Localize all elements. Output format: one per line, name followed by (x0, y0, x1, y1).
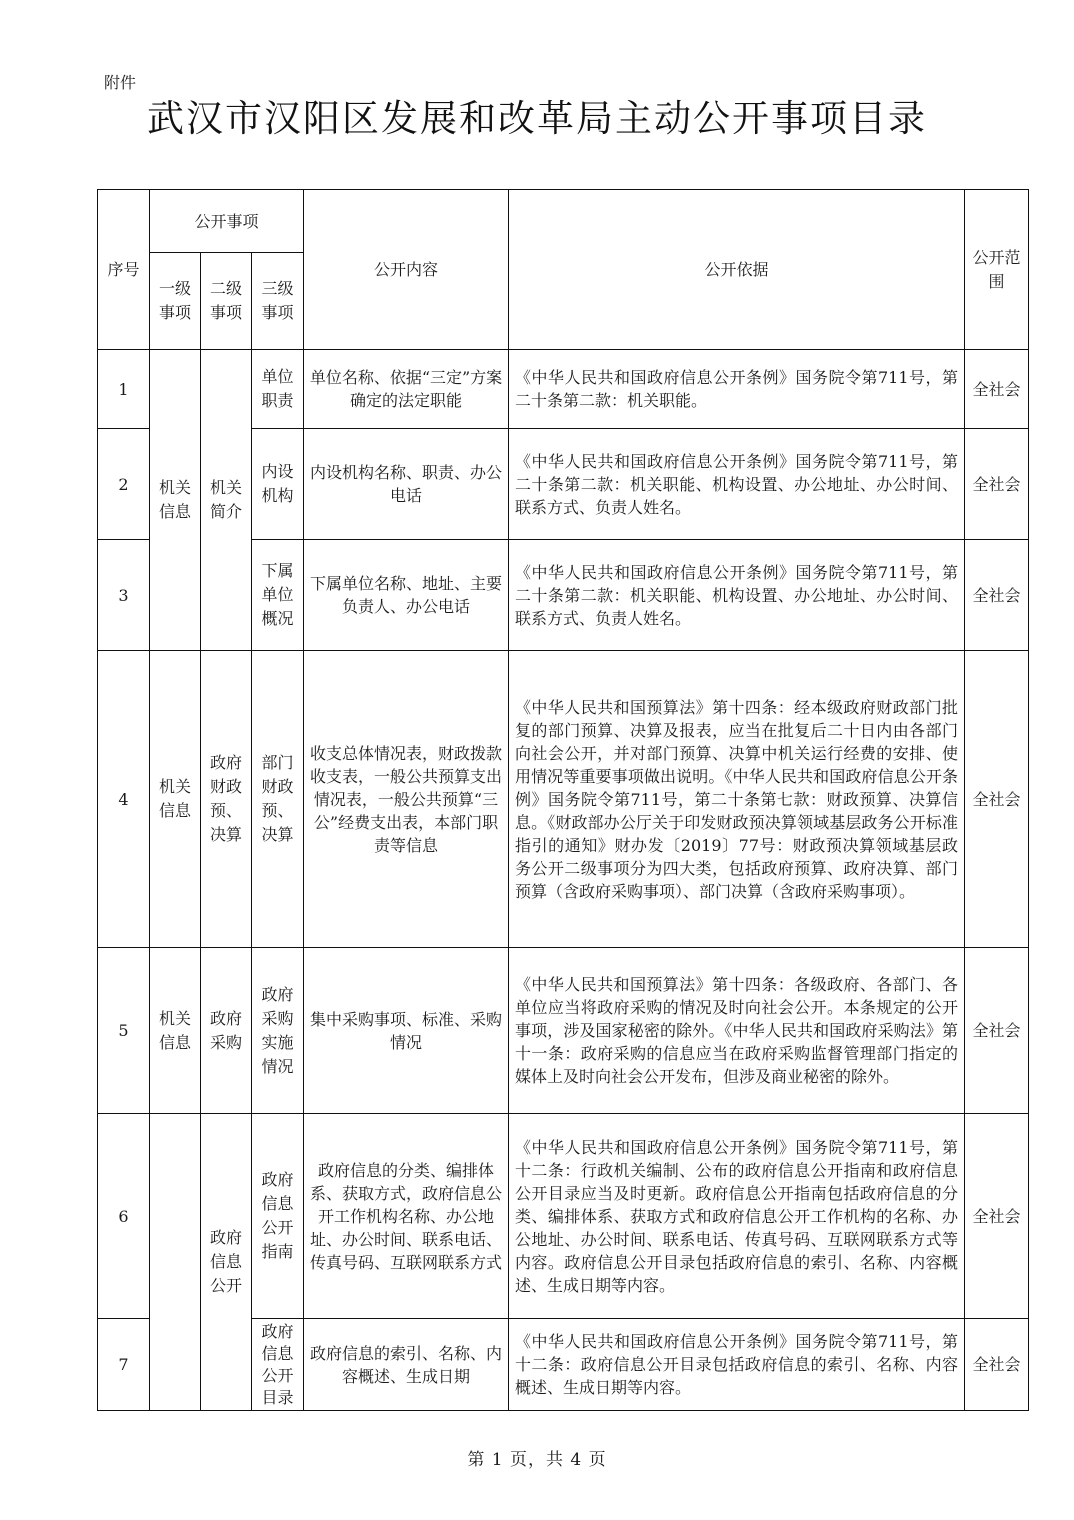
group-level2-a-text: 机关简介 (210, 478, 243, 521)
row-basis-text: 《中华人民共和国政府信息公开条例》国务院令第711号，第十二条：行政机关编制、公布的政府信息公开指南和政府信息公开目录应当及时更新。政府信息公开指南包括政府信息的分类、编排体系、获取方式和政府信息公开工作机构的名称、办公地址、办公时间、联系电话、传真号码、互联网联系方式等内容。政府信息公开目录包括政府信息的索引、名称、内容概述、生成日期等内容。 (515, 1137, 958, 1295)
row-4-level3 (251, 650, 304, 948)
row-1-seq (97, 349, 150, 429)
group-level1-d (149, 1113, 201, 1411)
row-basis-text: 《中华人民共和国政府信息公开条例》国务院令第711号，第十二条：政府信息公开目录包括政府信息的索引、名称、内容概述、生成日期等内容。 (515, 1332, 958, 1397)
group-level2-a (200, 349, 252, 651)
group-level2-b (200, 650, 252, 948)
row-3-scope (964, 539, 1029, 651)
row-5-content (303, 947, 509, 1114)
row-6-content (303, 1113, 509, 1319)
group-level1-b-text: 机关信息 (159, 777, 192, 820)
row-level3-text: 下属单位概况 (261, 561, 294, 628)
row-1-level3 (251, 349, 304, 429)
row-basis-text: 《中华人民共和国政府信息公开条例》国务院令第711号，第二十条第二款：机关职能。 (515, 368, 958, 410)
header-items (149, 189, 304, 253)
row-6-seq (97, 1113, 150, 1319)
group-level2-c-text: 政府采购 (210, 1008, 243, 1052)
header-level3 (251, 252, 304, 350)
row-level3-text: 政府采购实施情况 (261, 984, 294, 1076)
header-level2 (200, 252, 252, 350)
row-4-scope (964, 650, 1029, 948)
annex-label: 附件 (104, 73, 137, 92)
row-basis-text: 《中华人民共和国政府信息公开条例》国务院令第711号，第二十条第二款：机关职能、机构设置、办公地址、办公时间、联系方式、负责人姓名。 (515, 451, 958, 517)
row-scope-text: 全社会 (972, 585, 1021, 605)
row-6-level3 (251, 1113, 304, 1319)
row-basis-text: 《中华人民共和国预算法》第十四条：各级政府、各部门、各单位应当将政府采购的情况及时向社会公开。本条规定的公开事项，涉及国家秘密的除外。《中华人民共和国政府采购法》第十一条：政府采购的信息应当在政府采购监督管理部门指定的媒体上及时向社会公开发布，但涉及商业秘密的除外。 (515, 975, 958, 1086)
row-6-scope (964, 1113, 1029, 1319)
header-basis (508, 189, 965, 350)
row-4-content (303, 650, 509, 948)
group-level1-a (149, 349, 201, 651)
header-level1 (149, 252, 201, 350)
row-4-basis (508, 650, 965, 948)
row-1-content (303, 349, 509, 429)
header-level1-text: 一级事项 (159, 279, 192, 322)
row-level3-text: 政府信息公开指南 (261, 1170, 294, 1261)
row-scope-text: 全社会 (972, 1355, 1021, 1374)
row-seq-text: 3 (118, 585, 129, 605)
header-seq-text: 序号 (107, 260, 140, 279)
header-content (303, 189, 509, 350)
header-items-text: 公开事项 (194, 211, 259, 231)
header-level2-text: 二级事项 (210, 279, 243, 322)
row-seq-text: 4 (118, 789, 129, 809)
row-seq-text: 2 (118, 474, 129, 494)
header-seq (97, 189, 150, 350)
row-seq-text: 1 (118, 379, 129, 399)
row-scope-text: 全社会 (972, 379, 1021, 399)
row-7-basis (508, 1318, 965, 1411)
row-2-basis (508, 428, 965, 540)
row-5-level3 (251, 947, 304, 1114)
row-basis-text: 《中华人民共和国预算法》第十四条：经本级政府财政部门批复的部门预算、决算及报表，应当在批复后二十日内由各部门向社会公开，并对部门预算、决算中机关运行经费的安排、使用情况等重要事项做出说明。《中华人民共和国政府信息公开条例》国务院令第711号，第二十条第七款：财政预算、决算信息。《财政部办公厅关于印发财政预决算领域基层政务公开标准指引的通知》财办发〔2019〕77号：财政预决算领域基层政务公开二级事项分为四大类，包括政府预算、政府决算、部门预算（含政府采购事项）、部门决算（含政府采购事项）。 (515, 697, 958, 901)
row-4-seq (97, 650, 150, 948)
row-5-scope (964, 947, 1029, 1114)
row-scope-text: 全社会 (972, 474, 1021, 494)
row-1-scope (964, 349, 1029, 429)
row-level3-text: 内设机构 (261, 462, 294, 505)
group-level2-b-text: 政府财政预、决算 (210, 753, 243, 844)
row-level3-text: 单位职责 (261, 367, 294, 410)
header-scope (964, 189, 1029, 350)
row-content-text: 政府信息的索引、名称、内容概述、生成日期 (309, 1343, 502, 1386)
disclosure-catalog-table (97, 189, 1029, 1411)
row-7-scope (964, 1318, 1029, 1411)
group-level1-c-text: 机关信息 (159, 1008, 192, 1052)
header-scope-text: 公开范围 (972, 247, 1021, 291)
group-level1-c (149, 947, 201, 1114)
group-level2-d (200, 1113, 252, 1411)
row-level3-text: 部门财政预、决算 (261, 753, 294, 844)
row-seq-text: 5 (118, 1021, 129, 1040)
row-3-seq (97, 539, 150, 651)
group-level2-c (200, 947, 252, 1114)
row-seq-text: 6 (118, 1206, 129, 1226)
row-5-basis (508, 947, 965, 1114)
group-level1-b (149, 650, 201, 948)
row-2-scope (964, 428, 1029, 540)
row-5-seq (97, 947, 150, 1114)
row-content-text: 集中采购事项、标准、采购情况 (309, 1009, 502, 1052)
row-content-text: 内设机构名称、职责、办公电话 (309, 463, 502, 505)
row-7-content (303, 1318, 509, 1411)
row-2-content (303, 428, 509, 540)
row-content-text: 单位名称、依据“三定”方案确定的法定职能 (309, 368, 503, 410)
row-basis-text: 《中华人民共和国政府信息公开条例》国务院令第711号，第二十条第二款：机关职能、机构设置、办公地址、办公时间、联系方式、负责人姓名。 (515, 562, 958, 628)
row-3-basis (508, 539, 965, 651)
row-7-seq (97, 1318, 150, 1411)
page-title: 武汉市汉阳区发展和改革局主动公开事项目录 (147, 97, 927, 140)
row-2-seq (97, 428, 150, 540)
row-level3-text: 政府信息公开目录 (261, 1321, 294, 1407)
group-level2-d-text: 政府信息公开 (210, 1228, 243, 1295)
row-scope-text: 全社会 (972, 1021, 1021, 1040)
row-7-level3 (251, 1318, 304, 1411)
row-content-text: 政府信息的分类、编排体系、获取方式，政府信息公开工作机构名称、办公地址、办公时间、联系电话、传真号码、互联网联系方式 (309, 1160, 502, 1272)
row-3-level3 (251, 539, 304, 651)
row-3-content (303, 539, 509, 651)
row-1-basis (508, 349, 965, 429)
row-seq-text: 7 (118, 1355, 129, 1374)
group-level1-a-text: 机关信息 (159, 478, 192, 521)
row-2-level3 (251, 428, 304, 540)
row-6-basis (508, 1113, 965, 1319)
row-content-text: 收支总体情况表，财政拨款收支表，一般公共预算支出情况表，一般公共预算“三公”经费支出表，本部门职责等信息 (309, 743, 502, 855)
row-scope-text: 全社会 (972, 1206, 1021, 1226)
row-content-text: 下属单位名称、地址、主要负责人、办公电话 (309, 574, 502, 616)
page-footer: 第 1 页，共 4 页 (467, 1450, 607, 1470)
header-content-text: 公开内容 (373, 260, 438, 279)
row-scope-text: 全社会 (972, 789, 1021, 809)
header-basis-text: 公开依据 (704, 260, 769, 279)
header-level3-text: 三级事项 (261, 279, 294, 322)
